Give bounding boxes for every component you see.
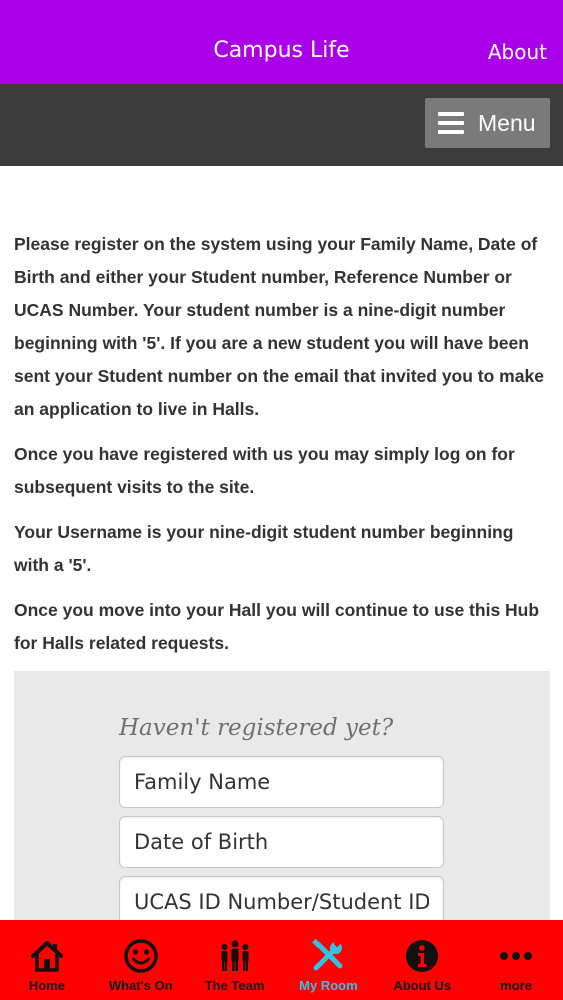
tab-label: more	[500, 978, 532, 993]
app-header	[0, 0, 563, 84]
hamburger-icon	[438, 112, 464, 134]
intro-text	[14, 228, 549, 672]
tab-home[interactable]	[0, 920, 94, 1000]
home-icon	[29, 938, 65, 974]
menu-bar	[0, 84, 563, 166]
intro-paragraph: Please register on the system using your Family Name, Date of Birth and either your Student number, Reference Number or UCAS Number. Your student number is a nine-digit number beginning with '5'. If you are a new student you will have been sent your Student number on the email that invited you to make an application to live in Halls.	[14, 234, 544, 419]
tab-label: About Us	[393, 978, 452, 993]
menu-button-label: Menu	[478, 109, 536, 136]
tab-label: My Room	[299, 978, 358, 993]
tab-label: What's On	[108, 978, 173, 993]
family-name-field[interactable]	[119, 756, 444, 808]
intro-paragraph: Once you move into your Hall you will continue to use this Hub for Halls related requests.	[14, 600, 540, 653]
intro-paragraph: Once you have registered with us you may simply log on for subsequent visits to the site.	[14, 444, 515, 497]
tab-the-team[interactable]	[188, 920, 282, 1000]
team-icon	[217, 938, 253, 974]
register-panel	[14, 671, 550, 931]
register-heading: Haven't registered yet?	[119, 715, 394, 741]
date-of-birth-field[interactable]	[119, 816, 444, 868]
tab-label: The Team	[204, 978, 265, 993]
tab-whats-on[interactable]	[94, 920, 188, 1000]
tools-icon	[310, 938, 346, 974]
about-link[interactable]: About	[487, 40, 547, 64]
app-title: Campus Life	[213, 38, 350, 63]
tab-my-room[interactable]	[281, 920, 375, 1000]
tab-label: Home	[28, 978, 65, 993]
menu-button[interactable]	[425, 98, 550, 148]
info-icon	[404, 938, 440, 974]
tab-more[interactable]	[469, 920, 563, 1000]
smiley-icon	[123, 938, 159, 974]
more-dots-icon	[498, 938, 534, 974]
bottom-tab-bar	[0, 920, 563, 1000]
intro-paragraph: Your Username is your nine-digit student number beginning with a '5'.	[14, 522, 514, 575]
tab-about-us[interactable]	[375, 920, 469, 1000]
